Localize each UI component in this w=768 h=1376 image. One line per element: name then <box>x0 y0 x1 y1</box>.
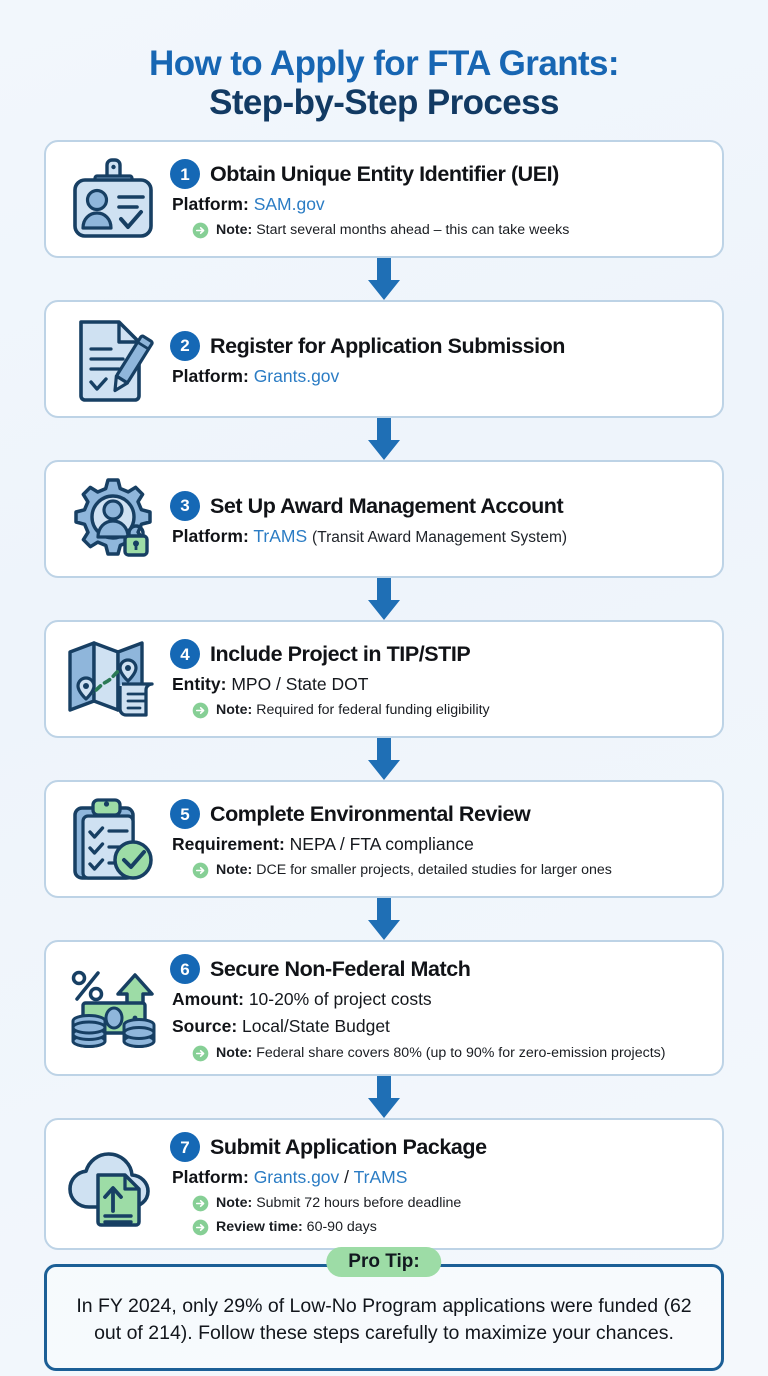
map-route-icon <box>58 636 168 722</box>
money-growth-icon <box>58 965 168 1051</box>
step-note-row <box>170 1194 706 1212</box>
note-label: Note: <box>216 862 253 879</box>
step-title: Secure Non-Federal Match <box>210 957 471 982</box>
meta-separator: / <box>339 1167 354 1188</box>
step-flow <box>44 140 724 1250</box>
meta-link[interactable]: Grants.gov <box>253 1167 340 1188</box>
step-number-badge: 7 <box>170 1132 200 1162</box>
step-card <box>44 460 724 578</box>
note-text: Note: Required for federal funding eligibility <box>216 702 490 719</box>
arrow-circle-icon <box>192 222 209 239</box>
note-label: Note: <box>216 222 253 239</box>
step-header <box>170 954 706 984</box>
step-card <box>44 620 724 738</box>
pro-tip-box <box>44 1264 724 1371</box>
step-meta-row <box>170 988 706 1011</box>
step-title: Obtain Unique Entity Identifier (UEI) <box>210 162 559 187</box>
step-title: Submit Application Package <box>210 1134 487 1159</box>
meta-value: 10-20% of project costs <box>248 989 432 1010</box>
step-number-badge: 5 <box>170 799 200 829</box>
step-number-badge: 2 <box>170 331 200 361</box>
flow-arrow-down-icon <box>44 258 724 300</box>
step-card <box>44 300 724 418</box>
meta-label: Requirement: <box>172 834 285 855</box>
step-number-badge: 6 <box>170 954 200 984</box>
pro-tip-text: In FY 2024, only 29% of Low-No Program applications were funded (62 out of 214). Follow these steps carefully to maximize your chances. <box>76 1295 692 1344</box>
flow-arrow-down-icon <box>44 578 724 620</box>
arrow-circle-icon <box>192 1045 209 1062</box>
meta-value: MPO / State DOT <box>231 674 369 695</box>
meta-label: Entity: <box>172 674 227 695</box>
page-title-line-1: How to Apply for FTA Grants: <box>149 44 619 83</box>
step-note-row <box>170 1044 706 1062</box>
flow-arrow-down-icon <box>44 1076 724 1118</box>
note-label: Note: <box>216 702 253 719</box>
step-meta-row <box>170 193 706 216</box>
meta-label: Platform: <box>172 1167 249 1188</box>
note-text: Review time: 60-90 days <box>216 1218 377 1235</box>
meta-link[interactable]: SAM.gov <box>253 194 325 215</box>
step-meta-row <box>170 525 706 548</box>
step-number-badge: 4 <box>170 639 200 669</box>
step-content <box>168 491 706 548</box>
step-note-row <box>170 1218 706 1236</box>
clipboard-check-icon <box>58 796 168 882</box>
page-title <box>0 0 768 140</box>
arrow-circle-icon <box>192 1195 209 1212</box>
meta-value: NEPA / FTA compliance <box>289 834 474 855</box>
arrow-circle-icon <box>192 702 209 719</box>
step-header <box>170 639 706 669</box>
step-card <box>44 780 724 898</box>
meta-label: Amount: <box>172 989 244 1010</box>
flow-arrow-down-icon <box>44 418 724 460</box>
step-meta-row <box>170 1166 706 1189</box>
note-text: Note: Submit 72 hours before deadline <box>216 1195 462 1212</box>
cloud-upload-icon <box>58 1141 168 1227</box>
step-card <box>44 940 724 1076</box>
step-content <box>168 639 706 720</box>
arrow-circle-icon <box>192 862 209 879</box>
note-label: Review time: <box>216 1218 303 1235</box>
page-title-line-2: Step-by-Step Process <box>209 83 559 123</box>
pro-tip-badge: Pro Tip: <box>326 1247 441 1277</box>
gear-user-lock-icon <box>58 476 168 562</box>
step-content <box>168 954 706 1062</box>
step-card <box>44 1118 724 1250</box>
step-meta-row <box>170 1015 706 1038</box>
meta-label: Platform: <box>172 525 249 546</box>
step-number-badge: 3 <box>170 491 200 521</box>
meta-suffix: (Transit Award Management System) <box>312 528 568 546</box>
meta-label: Platform: <box>172 194 249 215</box>
step-note-row <box>170 221 706 239</box>
note-text: Note: DCE for smaller projects, detailed studies for larger ones <box>216 862 612 879</box>
step-note-row <box>170 861 706 879</box>
step-content <box>168 159 706 240</box>
arrow-circle-icon <box>192 1219 209 1236</box>
flow-arrow-down-icon <box>44 898 724 940</box>
meta-label: Source: <box>172 1016 238 1037</box>
step-note-row <box>170 701 706 719</box>
step-title: Include Project in TIP/STIP <box>210 642 471 667</box>
pro-tip-section <box>44 1251 724 1371</box>
step-title: Register for Application Submission <box>210 333 565 358</box>
note-text: Note: Federal share covers 80% (up to 90% for zero-emission projects) <box>216 1044 666 1061</box>
step-header <box>170 1132 706 1162</box>
document-pencil-icon <box>58 316 168 402</box>
meta-link[interactable]: TrAMS <box>253 525 308 546</box>
step-number-badge: 1 <box>170 159 200 189</box>
step-title: Set Up Award Management Account <box>210 493 564 518</box>
step-meta-row <box>170 673 706 696</box>
step-meta-row <box>170 365 706 388</box>
step-card <box>44 140 724 258</box>
step-header <box>170 799 706 829</box>
step-content <box>168 799 706 880</box>
step-header <box>170 159 706 189</box>
step-title: Complete Environmental Review <box>210 802 531 827</box>
meta-value: Local/State Budget <box>242 1016 390 1037</box>
note-label: Note: <box>216 1195 253 1212</box>
step-meta-row <box>170 833 706 856</box>
step-header <box>170 331 706 361</box>
step-content <box>168 1132 706 1236</box>
meta-label: Platform: <box>172 365 249 386</box>
meta-link[interactable]: Grants.gov <box>253 365 340 386</box>
note-text: Note: Start several months ahead – this can take weeks <box>216 222 570 239</box>
step-content <box>168 331 706 388</box>
id-badge-icon <box>58 156 168 242</box>
step-header <box>170 491 706 521</box>
flow-arrow-down-icon <box>44 738 724 780</box>
note-label: Note: <box>216 1044 253 1061</box>
meta-link-2[interactable]: TrAMS <box>353 1167 408 1188</box>
